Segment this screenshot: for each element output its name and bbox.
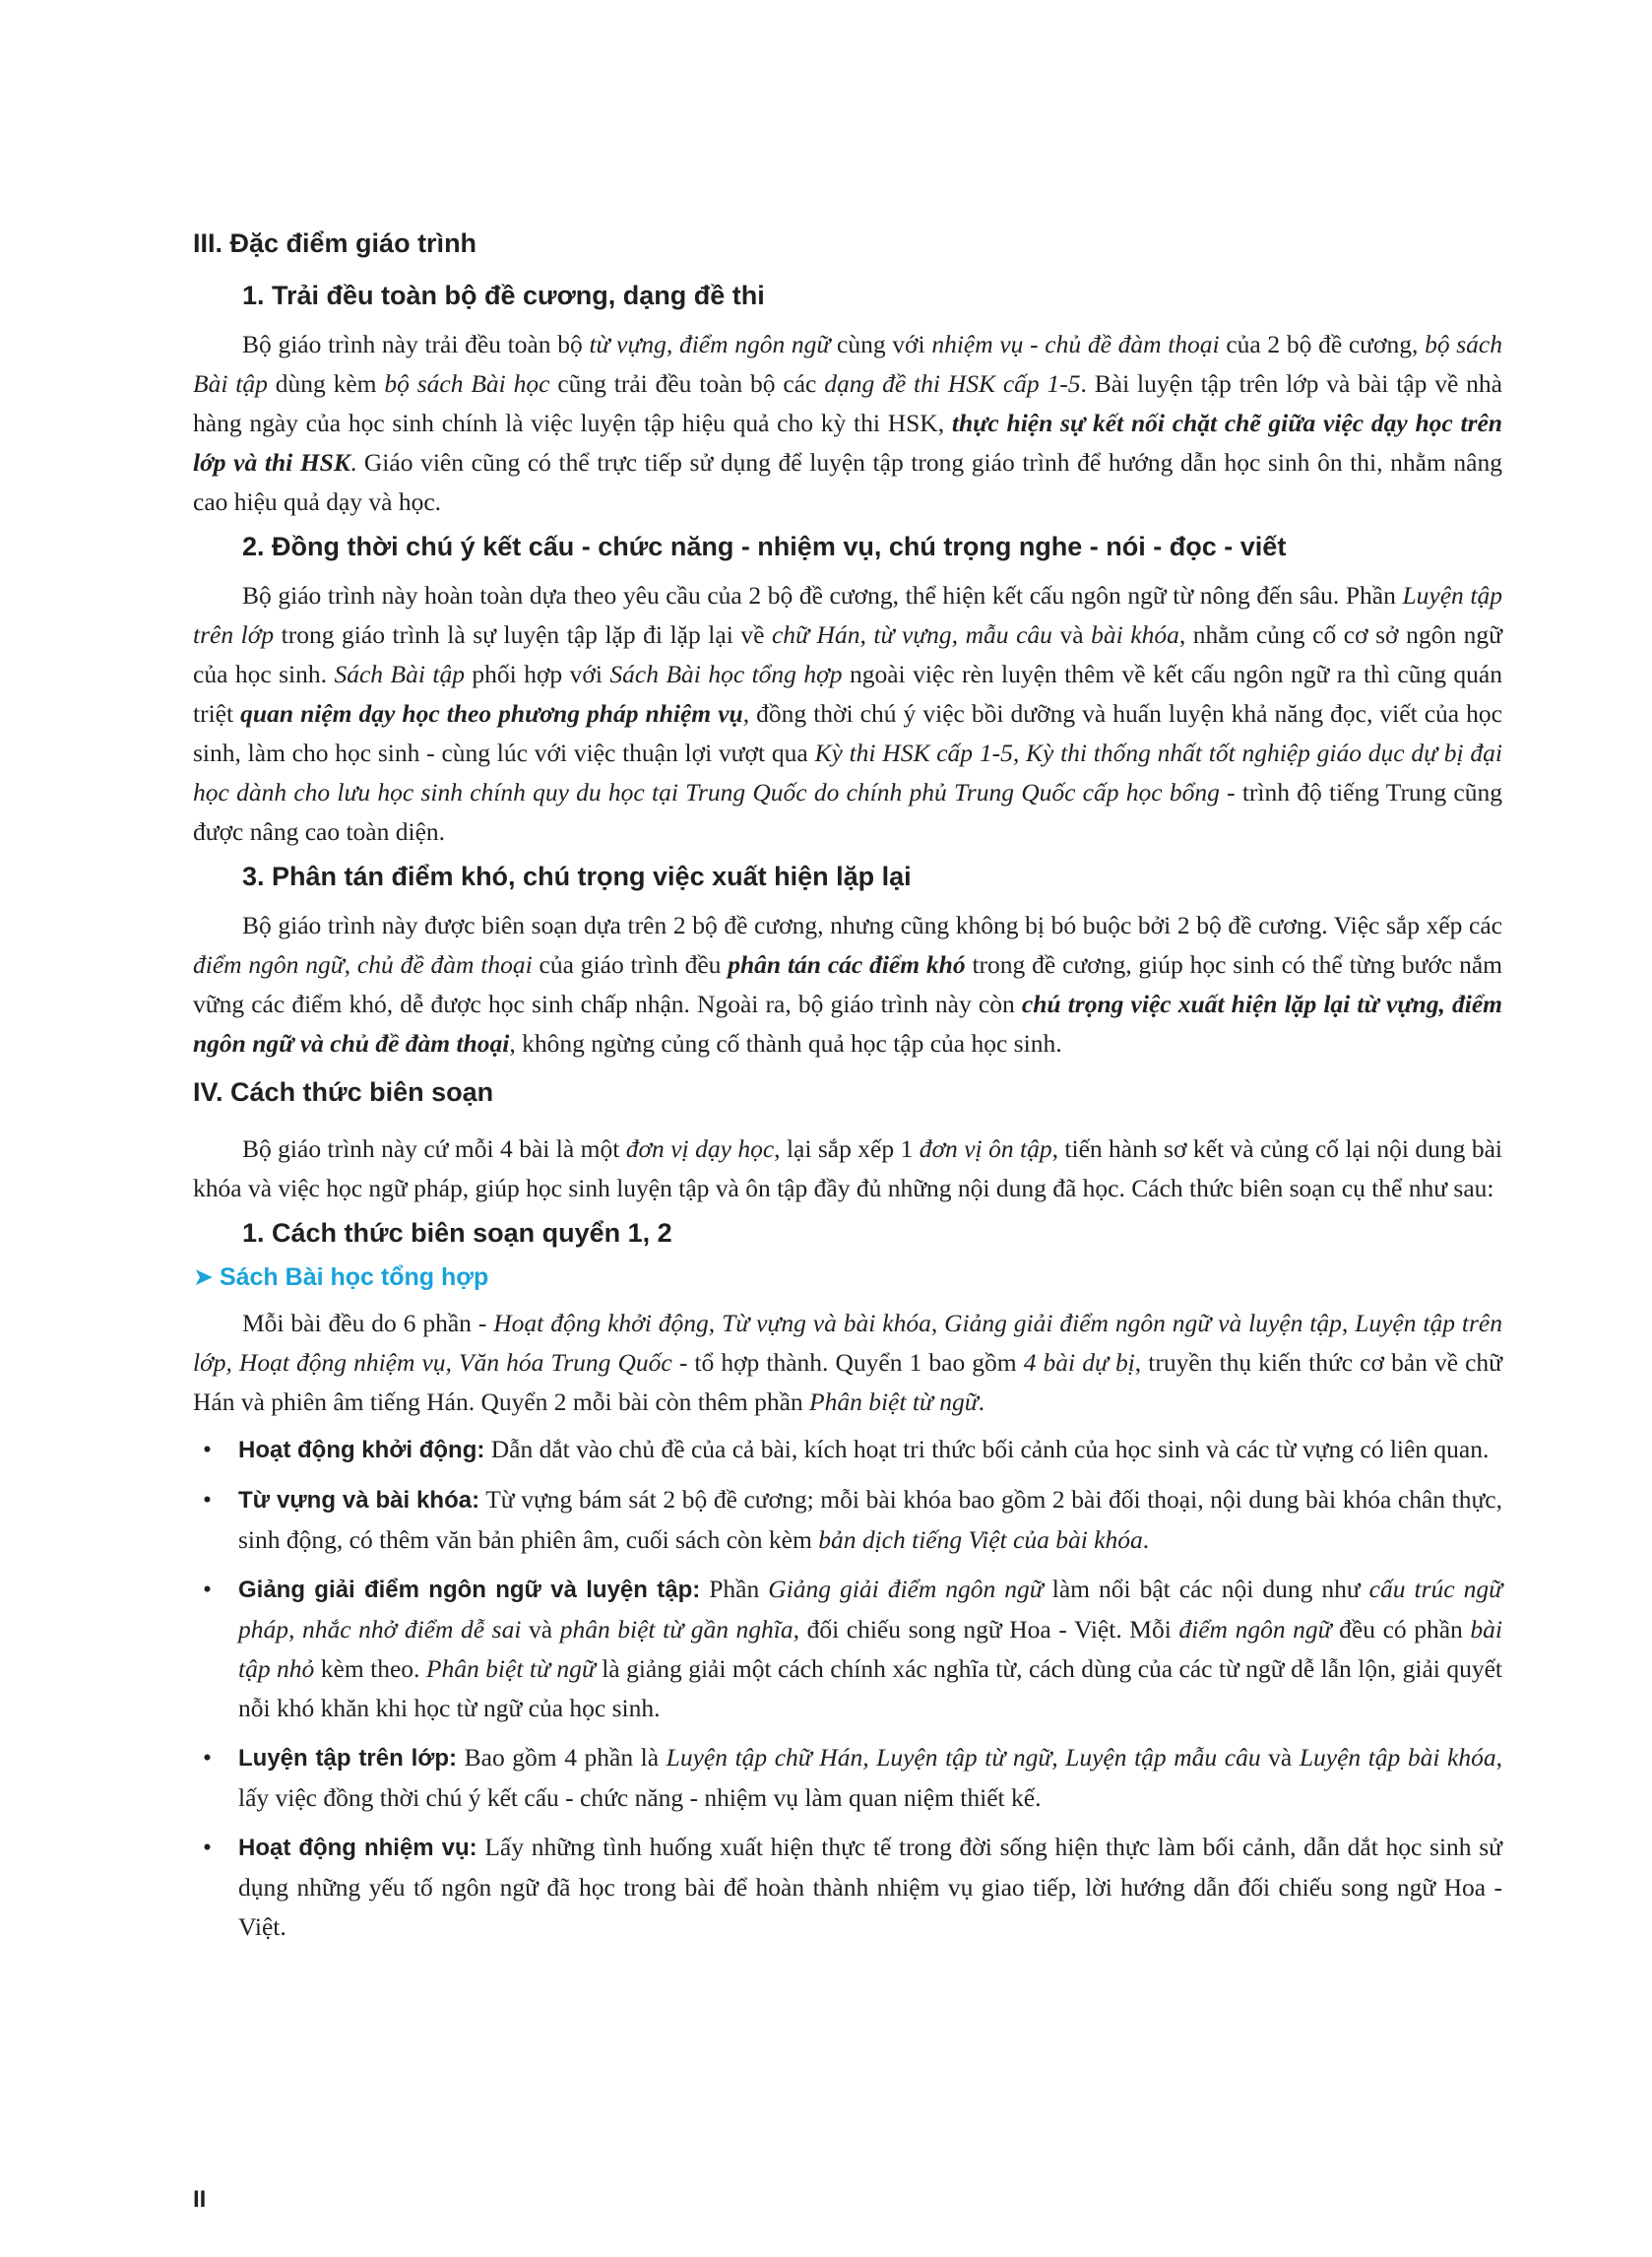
italic-text: bộ sách Bài học xyxy=(384,369,550,398)
italic-text: Hoạt động khởi động, Từ vựng và bài khóa, Giảng giải điểm ngôn ngữ và luyện tập, Luyện tập trên lớp, Hoạt động nhiệm vụ, Văn hóa Trung Quốc xyxy=(193,1309,1502,1377)
emphasis-text: phân tán các điểm khó xyxy=(728,950,966,979)
body-text: Bộ giáo trình này hoàn toàn dựa theo yêu cầu của 2 bộ đề cương, thể hiện kết cấu ngôn ngữ từ nông đến sâu. Phần xyxy=(242,581,1403,610)
arrow-right-icon: ➤ xyxy=(193,1263,214,1291)
list-item-term: Hoạt động nhiệm vụ: xyxy=(238,1835,477,1861)
section-4-paragraph xyxy=(193,1129,1502,1208)
italic-text: chữ Hán, từ vựng, mẫu câu xyxy=(771,620,1052,649)
italic-text: điểm ngôn ngữ xyxy=(1178,1615,1332,1644)
body-text: và xyxy=(1051,620,1092,649)
emphasis-text: thực hiện sự kết nối chặt chẽ giữa việc dạy học trên lớp và thi HSK xyxy=(193,409,1502,477)
section-4-1-heading: 1. Cách thức biên soạn quyển 1, 2 xyxy=(242,1218,672,1248)
body-text: trong giáo trình là sự luyện tập lặp đi lặp lại về xyxy=(274,620,772,649)
body-text: của giáo trình đều xyxy=(532,950,729,979)
body-text: , đối chiếu song ngữ Hoa - Việt. Mỗi xyxy=(793,1615,1179,1644)
body-text: cũng trải đều toàn bộ các xyxy=(549,369,825,398)
body-text: đều có phần xyxy=(1331,1615,1471,1644)
list-item xyxy=(193,1738,1502,1818)
body-text: Mỗi bài đều do 6 phần - xyxy=(242,1309,494,1337)
book-heading-label: Sách Bài học tổng hợp xyxy=(219,1263,489,1291)
italic-text: đơn vị dạy học xyxy=(625,1134,775,1163)
section-3-3-heading: 3. Phân tán điểm khó, chú trọng việc xuất hiện lặp lại xyxy=(242,862,912,891)
section-3-2-paragraph xyxy=(193,576,1502,852)
section-3-2-heading: 2. Đồng thời chú ý kết cấu - chức năng - nhiệm vụ, chú trọng nghe - nói - đọc - viết xyxy=(242,532,1287,561)
italic-text: phân biệt từ gần nghĩa xyxy=(559,1615,794,1644)
italic-text: bài tập nhỏ xyxy=(238,1615,1502,1683)
italic-text: Luyện tập chữ Hán, Luyện tập từ ngữ, Luyện tập mẫu câu xyxy=(666,1743,1261,1772)
body-text: kèm theo. xyxy=(314,1654,426,1683)
body-text: Bộ giáo trình này cứ mỗi 4 bài là một xyxy=(242,1134,626,1163)
italic-text: từ vựng, điểm ngôn ngữ xyxy=(589,330,831,358)
body-text: Phần xyxy=(700,1575,769,1603)
italic-text: dạng đề thi HSK cấp 1-5 xyxy=(824,369,1081,398)
italic-text: bài khóa xyxy=(1091,620,1179,649)
body-text: Bao gồm 4 phần là xyxy=(457,1743,667,1772)
body-text: , lại sắp xếp 1 xyxy=(774,1134,920,1163)
body-text: và xyxy=(1260,1743,1300,1772)
body-text: ngoài việc rèn luyện thêm về kết cấu ngôn ngữ ra thì cũng quán triệt xyxy=(193,660,1503,728)
italic-text: bản dịch tiếng Việt của bài khóa xyxy=(818,1525,1143,1554)
italic-text: 4 bài dự bị xyxy=(1023,1348,1135,1377)
body-text: - trình độ tiếng Trung cũng được nâng cao toàn diện. xyxy=(193,778,1502,846)
body-text: Dẫn dắt vào chủ đề của cả bài, kích hoạt tri thức bối cảnh của học sinh và các từ vựng có liên quan. xyxy=(484,1435,1490,1463)
body-text: làm nổi bật các nội dung như xyxy=(1043,1575,1369,1603)
body-text: Bộ giáo trình này được biên soạn dựa trên 2 bộ đề cương, nhưng cũng không bị bó buộc bởi 2 bộ đề cương. Việc sắp xếp các xyxy=(242,911,1502,939)
page-number: II xyxy=(193,2186,207,2213)
page-content xyxy=(193,228,1502,1957)
body-text: . xyxy=(978,1387,985,1416)
list-item xyxy=(193,1828,1502,1947)
section-3-3-paragraph xyxy=(193,906,1502,1064)
body-text: Bộ giáo trình này trải đều toàn bộ xyxy=(242,330,590,358)
italic-text: nhiệm vụ - chủ đề đàm thoại xyxy=(931,330,1220,358)
bullet-icon: • xyxy=(203,1435,212,1463)
body-text: trong đề cương, giúp học sinh có thể từng bước nắm vững các điểm khó, dễ được học sinh chấp nhận. Ngoài ra, bộ giáo trình này còn xyxy=(193,950,1502,1018)
emphasis-text: quan niệm dạy học theo phương pháp nhiệm vụ xyxy=(240,699,743,728)
body-text: Lấy những tình huống xuất hiện thực tế trong đời sống hiện thực làm bối cảnh, dẫn dắt học sinh sử dụng những yếu tố ngôn ngữ đã học trong bài để hoàn thành nhiệm vụ giao tiếp, lời hướng dẫn đối chiếu song ngữ Hoa - Việt. xyxy=(238,1833,1503,1941)
list-item-term: Luyện tập trên lớp: xyxy=(238,1745,458,1772)
italic-text: Phân biệt từ ngữ xyxy=(425,1654,596,1683)
body-text: , không ngừng củng cố thành quả học tập của học sinh. xyxy=(509,1029,1062,1058)
emphasis-text: chú trọng việc xuất hiện lặp lại từ vựng, điểm ngôn ngữ và chủ đề đàm thoại xyxy=(193,990,1502,1058)
body-text: cùng với xyxy=(830,330,932,358)
bullet-icon: • xyxy=(203,1743,212,1772)
body-text: . Giáo viên cũng có thể trực tiếp sử dụng để luyện tập trong giáo trình để hướng dẫn học sinh ôn thi, nhằm nâng cao hiệu quả dạy và học. xyxy=(193,448,1502,516)
body-text: dùng kèm xyxy=(267,369,385,398)
italic-text: Sách Bài học tổng hợp xyxy=(609,660,843,688)
book-heading xyxy=(193,1262,1502,1292)
section-3-1-paragraph xyxy=(193,325,1502,522)
body-text: , truyền thụ kiến thức cơ bản về chữ Hán và phiên âm tiếng Hán. Quyển 2 mỗi bài còn thêm phần xyxy=(193,1348,1503,1416)
italic-text: bộ sách Bài tập xyxy=(193,330,1503,398)
italic-text: Kỳ thi HSK cấp 1-5, Kỳ thi thống nhất tốt nghiệp giáo dục dự bị đại học dành cho lưu học sinh chính quy du học tại Trung Quốc do chính phủ Trung Quốc cấp học bổng xyxy=(193,739,1502,806)
italic-text: Phân biệt từ ngữ xyxy=(809,1387,979,1416)
section-3-1-heading: 1. Trải đều toàn bộ đề cương, dạng đề thi xyxy=(242,281,765,310)
list-item xyxy=(193,1480,1502,1560)
book-intro-paragraph xyxy=(193,1304,1502,1422)
italic-text: cấu trúc ngữ pháp, nhắc nhở điểm dễ sai xyxy=(238,1575,1503,1644)
body-text: Từ vựng bám sát 2 bộ đề cương; mỗi bài khóa bao gồm 2 bài đối thoại, nội dung bài khóa chân thực, sinh động, có thêm văn bản phiên âm, cuối sách còn kèm xyxy=(238,1485,1503,1554)
section-3-heading: III. Đặc điểm giáo trình xyxy=(193,228,477,258)
section-4-heading: IV. Cách thức biên soạn xyxy=(193,1077,494,1107)
body-text: , tiến hành sơ kết và củng cố lại nội dung bài khóa và việc học ngữ pháp, giúp học sinh luyện tập và ôn tập đầy đủ những nội dung đã học. Cách thức biên soạn cụ thể như sau: xyxy=(193,1134,1502,1202)
bullet-icon: • xyxy=(203,1485,212,1514)
italic-text: Luyện tập bài khóa xyxy=(1299,1743,1496,1772)
body-text: . xyxy=(1142,1525,1150,1554)
body-text: là giảng giải một cách chính xác nghĩa từ, cách dùng của các từ ngữ dễ lẫn lộn, giải quyết nỗi khó khăn khi học từ ngữ của học sinh. xyxy=(238,1654,1503,1722)
list-item xyxy=(193,1570,1502,1728)
bullet-icon: • xyxy=(203,1833,212,1861)
component-list xyxy=(193,1430,1502,1947)
body-text: - tổ hợp thành. Quyển 1 bao gồm xyxy=(671,1348,1024,1377)
list-item-term: Từ vựng và bài khóa: xyxy=(238,1487,480,1514)
body-text: , lấy việc đồng thời chú ý kết cấu - chức năng - nhiệm vụ làm quan niệm thiết kế. xyxy=(238,1743,1502,1812)
body-text: , nhằm củng cố cơ sở ngôn ngữ của học sinh. xyxy=(193,620,1502,688)
list-item xyxy=(193,1430,1502,1470)
list-item-term: Giảng giải điểm ngôn ngữ và luyện tập: xyxy=(238,1577,701,1603)
body-text: . Bài luyện tập trên lớp và bài tập về nhà hàng ngày của học sinh chính là việc luyện tập hiệu quả cho kỳ thi HSK, xyxy=(193,369,1502,437)
bullet-icon: • xyxy=(203,1575,212,1603)
list-item-term: Hoạt động khởi động: xyxy=(238,1437,485,1463)
body-text: của 2 bộ đề cương, xyxy=(1219,330,1426,358)
body-text: phối hợp với xyxy=(464,660,610,688)
body-text: , đồng thời chú ý việc bồi dưỡng và huấn luyện khả năng đọc, viết của học sinh, làm cho học sinh - cùng lúc với việc thuận lợi vượt qua xyxy=(193,699,1502,767)
italic-text: Giảng giải điểm ngôn ngữ xyxy=(768,1575,1044,1603)
italic-text: Luyện tập trên lớp xyxy=(193,581,1502,649)
italic-text: Sách Bài tập xyxy=(334,660,465,688)
italic-text: đơn vị ôn tập xyxy=(919,1134,1052,1163)
italic-text: điểm ngôn ngữ, chủ đề đàm thoại xyxy=(193,950,533,979)
body-text: và xyxy=(521,1615,560,1644)
